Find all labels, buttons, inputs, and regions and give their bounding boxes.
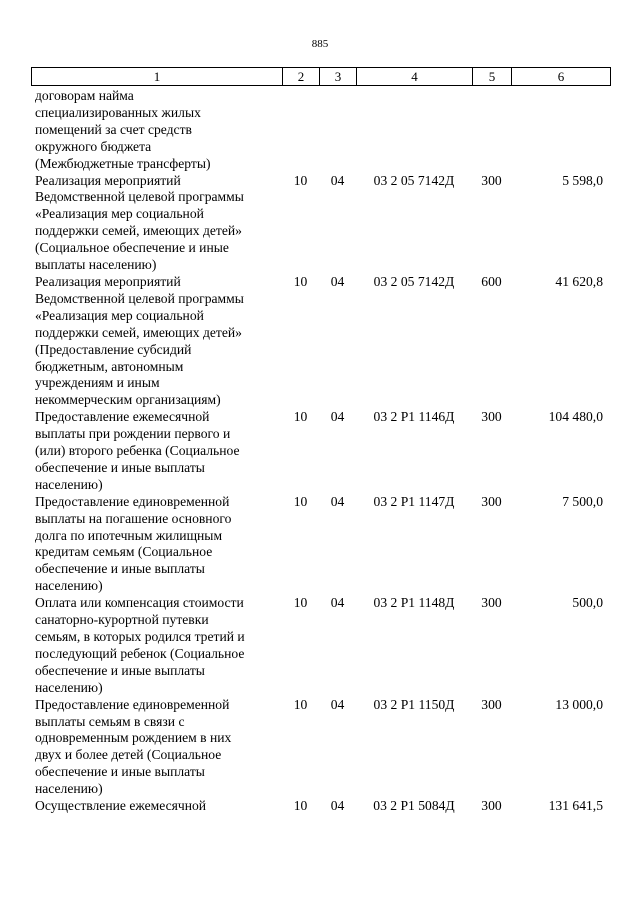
row-section: 10 <box>293 798 308 814</box>
header-col-1: 1 <box>31 67 282 86</box>
table-row <box>31 88 611 173</box>
row-description: Предоставление единовременной выплаты на погашение основного долга по ипотечным жилищным кредитам семьям (Социальное обеспечение и иные выплаты населению) <box>35 493 232 594</box>
row-description: Предоставление ежемесячной выплаты при рождении первого и (или) второго ребенка (Социальное обеспечение и иные выплаты населению) <box>35 409 240 492</box>
row-amount: 104 480,0 <box>548 409 603 425</box>
row-expense-type: 600 <box>481 273 502 289</box>
row-subsection: 04 <box>330 409 345 425</box>
row-amount: 131 641,5 <box>548 798 603 814</box>
table-row <box>31 274 611 409</box>
row-target-code: 03 2 Р1 1150Д <box>373 696 455 712</box>
page-number: 885 <box>311 38 329 50</box>
row-target-code: 03 2 05 7142Д <box>373 273 455 289</box>
row-expense-type <box>472 88 511 173</box>
row-amount: 500,0 <box>572 595 603 611</box>
header-col-5: 5 <box>472 67 511 86</box>
table-row <box>31 494 611 595</box>
row-section: 10 <box>293 493 308 509</box>
row-description: договорам найма специализированных жилых помещений за счет средств окружного бюджета (Межбюджетные трансферты) <box>35 88 211 171</box>
row-description: Оплата или компенсация стоимости санаторно-курортной путевки семьям, в которых родился третий и последующий ребенок (Социальное обеспечение и иные выплаты населению) <box>35 595 245 695</box>
row-section: 10 <box>293 595 308 611</box>
table-row <box>31 595 611 696</box>
table-row <box>31 697 611 798</box>
table-row <box>31 798 611 815</box>
row-description: Предоставление единовременной выплаты семьям в связи с одновременным рождением в них двух и более детей (Социальное обеспечение и иные выплаты населению) <box>35 696 232 797</box>
row-target-code: 03 2 Р1 5084Д <box>373 798 455 814</box>
row-subsection: 04 <box>330 273 345 289</box>
header-col-2: 2 <box>282 67 319 86</box>
row-target-code <box>356 88 472 173</box>
row-subsection: 04 <box>330 798 345 814</box>
row-target-code: 03 2 Р1 1147Д <box>373 493 455 509</box>
row-expense-type: 300 <box>481 696 502 712</box>
table-row <box>31 173 611 274</box>
table-row <box>31 409 611 494</box>
row-target-code: 03 2 Р1 1146Д <box>373 409 455 425</box>
row-subsection: 04 <box>330 696 345 712</box>
table-body <box>31 88 611 815</box>
row-description: Осуществление ежемесячной <box>35 798 207 814</box>
row-amount: 41 620,8 <box>555 273 603 289</box>
row-target-code: 03 2 05 7142Д <box>373 172 455 188</box>
header-col-6: 6 <box>511 67 611 86</box>
row-expense-type: 300 <box>481 172 502 188</box>
row-description: Реализация мероприятий Ведомственной целевой программы «Реализация мер социальной поддержки семей, имеющих детей» (Предоставление субсидий бюджетным, автономным учреждениям и иным некоммерческим организациям) <box>35 273 244 408</box>
row-amount <box>511 88 611 173</box>
row-amount: 7 500,0 <box>562 493 603 509</box>
row-section <box>282 88 319 173</box>
row-subsection: 04 <box>330 493 345 509</box>
row-expense-type: 300 <box>481 409 502 425</box>
row-section: 10 <box>293 696 308 712</box>
row-expense-type: 300 <box>481 493 502 509</box>
row-amount: 13 000,0 <box>555 696 603 712</box>
row-section: 10 <box>293 172 308 188</box>
header-col-3: 3 <box>319 67 356 86</box>
row-amount: 5 598,0 <box>562 172 603 188</box>
row-subsection: 04 <box>330 172 345 188</box>
row-expense-type: 300 <box>481 798 502 814</box>
row-expense-type: 300 <box>481 595 502 611</box>
row-subsection: 04 <box>330 595 345 611</box>
header-col-4: 4 <box>356 67 472 86</box>
row-target-code: 03 2 Р1 1148Д <box>373 595 455 611</box>
row-section: 10 <box>293 273 308 289</box>
row-description: Реализация мероприятий Ведомственной целевой программы «Реализация мер социальной поддержки семей, имеющих детей» (Социальное обеспечение и иные выплаты населению) <box>35 172 244 273</box>
table-header <box>31 67 611 86</box>
row-section: 10 <box>293 409 308 425</box>
row-subsection <box>319 88 356 173</box>
